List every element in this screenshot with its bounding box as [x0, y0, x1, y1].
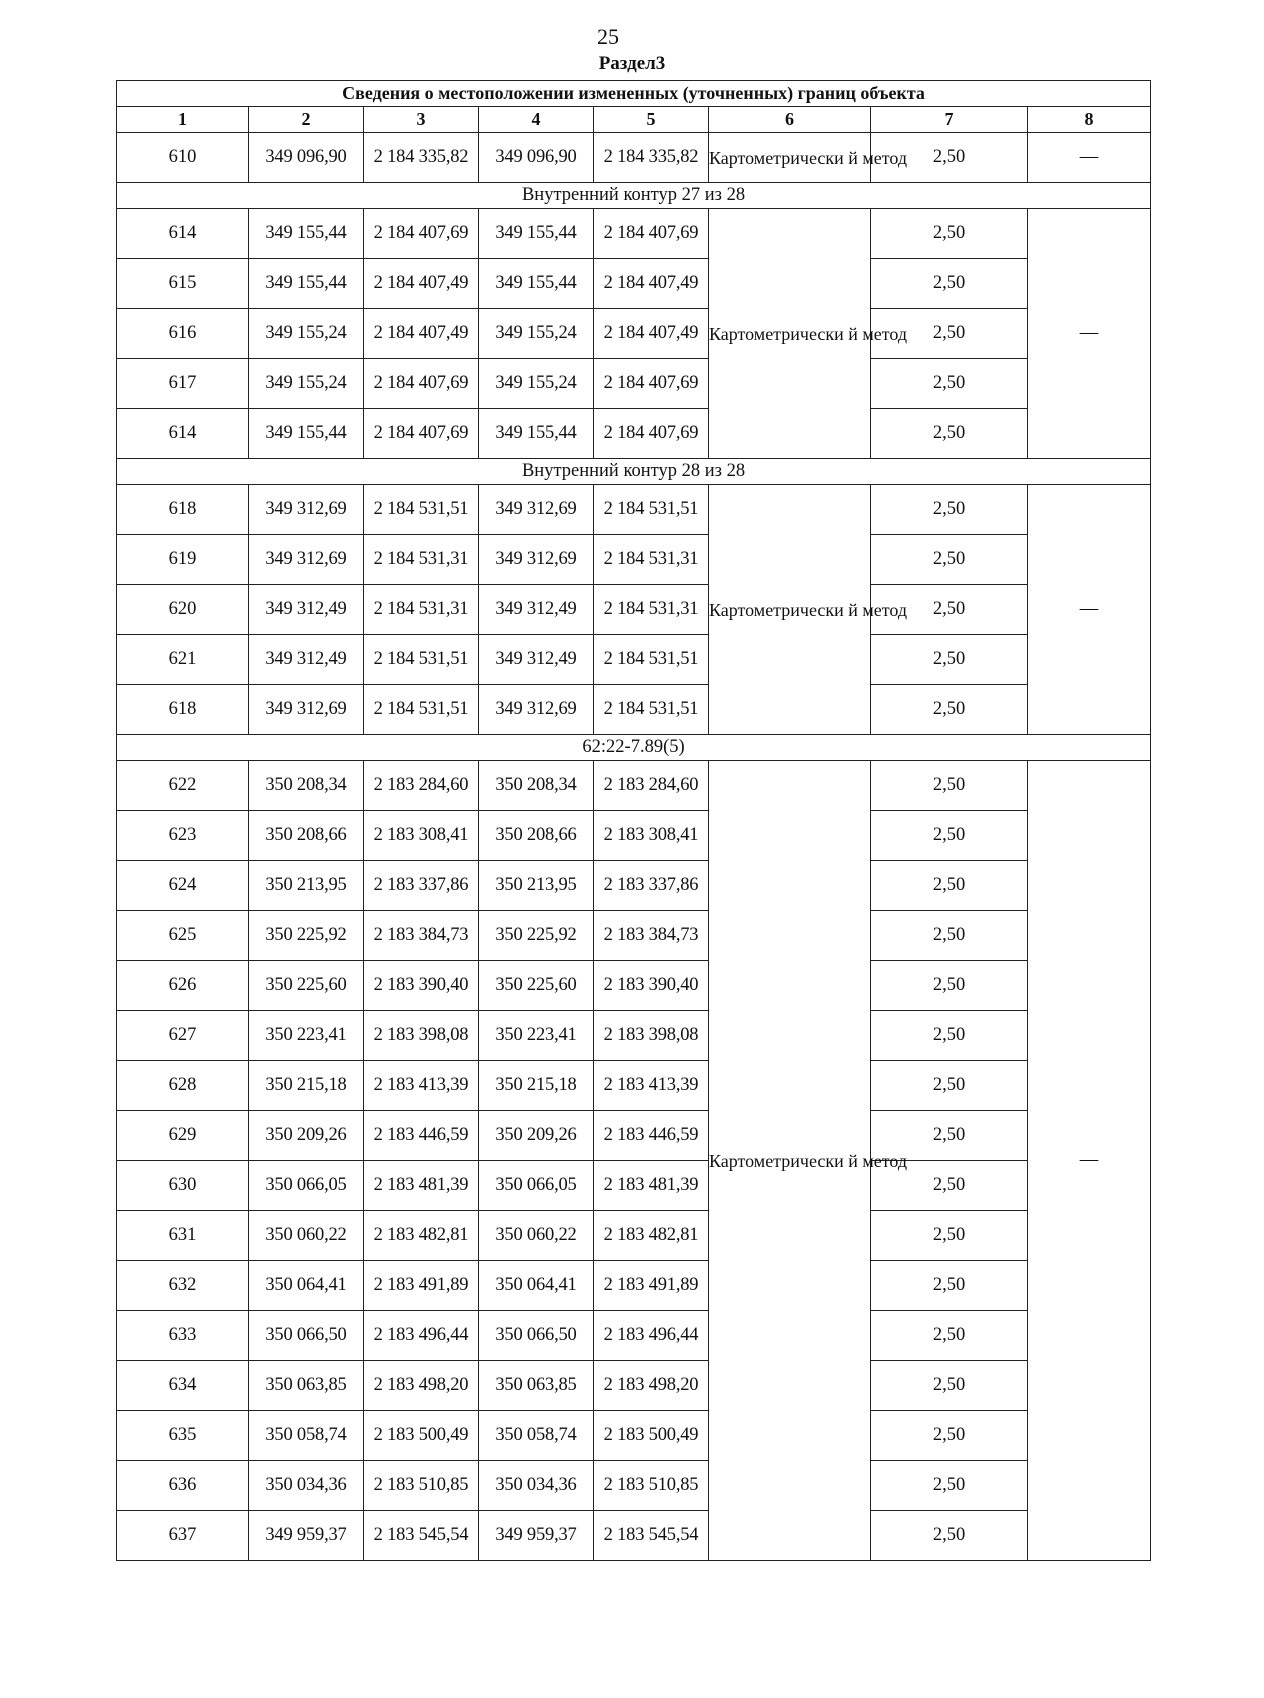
coord-x-cell: 349 959,37 [479, 1511, 594, 1561]
table-row [117, 1461, 1151, 1511]
accuracy-cell: 2,50 [871, 911, 1028, 961]
coord-y-cell: 2 183 413,39 [364, 1061, 479, 1111]
coord-x-cell: 350 208,34 [249, 761, 364, 811]
point-number-cell: 617 [117, 359, 249, 409]
table-row [117, 1511, 1151, 1561]
accuracy-cell: 2,50 [871, 259, 1028, 309]
point-number-cell: 616 [117, 309, 249, 359]
accuracy-cell: 2,50 [871, 1161, 1028, 1211]
point-number-cell: 628 [117, 1061, 249, 1111]
coord-x-cell: 349 155,44 [479, 209, 594, 259]
table-row [117, 761, 1151, 811]
coord-x-cell: 350 034,36 [479, 1461, 594, 1511]
table-row [117, 133, 1151, 183]
point-number-cell: 634 [117, 1361, 249, 1411]
point-number-cell: 618 [117, 485, 249, 535]
accuracy-cell: 2,50 [871, 585, 1028, 635]
point-number-cell: 614 [117, 409, 249, 459]
coord-x-cell: 349 312,69 [249, 535, 364, 585]
coord-y-cell: 2 184 407,69 [364, 359, 479, 409]
table-body [117, 133, 1151, 1561]
coord-y-cell: 2 183 498,20 [364, 1361, 479, 1411]
point-number-cell: 635 [117, 1411, 249, 1461]
point-number-cell: 615 [117, 259, 249, 309]
coord-y-cell: 2 183 284,60 [594, 761, 709, 811]
point-number-cell: 620 [117, 585, 249, 635]
column-number: 4 [479, 107, 594, 133]
coord-y-cell: 2 184 531,51 [364, 635, 479, 685]
point-number-cell: 626 [117, 961, 249, 1011]
coord-y-cell: 2 183 384,73 [364, 911, 479, 961]
column-number: 3 [364, 107, 479, 133]
coord-y-cell: 2 183 491,89 [594, 1261, 709, 1311]
accuracy-cell: 2,50 [871, 209, 1028, 259]
coord-y-cell: 2 184 335,82 [364, 133, 479, 183]
point-number-cell: 610 [117, 133, 249, 183]
coord-x-cell: 349 312,49 [479, 585, 594, 635]
coord-y-cell: 2 183 500,49 [364, 1411, 479, 1461]
coord-x-cell: 349 312,49 [249, 635, 364, 685]
table-row [117, 911, 1151, 961]
coord-y-cell: 2 183 498,20 [594, 1361, 709, 1411]
table-row [117, 635, 1151, 685]
coord-y-cell: 2 183 384,73 [594, 911, 709, 961]
coord-x-cell: 350 066,05 [479, 1161, 594, 1211]
coord-y-cell: 2 183 500,49 [594, 1411, 709, 1461]
coord-x-cell: 350 223,41 [249, 1011, 364, 1061]
coord-y-cell: 2 184 407,69 [594, 409, 709, 459]
coord-x-cell: 350 213,95 [249, 861, 364, 911]
coord-x-cell: 349 312,69 [249, 485, 364, 535]
coord-x-cell: 350 058,74 [479, 1411, 594, 1461]
coord-x-cell: 350 209,26 [249, 1111, 364, 1161]
point-number-cell: 636 [117, 1461, 249, 1511]
table-row [117, 259, 1151, 309]
accuracy-cell: 2,50 [871, 1361, 1028, 1411]
coord-y-cell: 2 184 335,82 [594, 133, 709, 183]
coord-x-cell: 349 155,44 [249, 259, 364, 309]
point-number-cell: 625 [117, 911, 249, 961]
accuracy-cell: 2,50 [871, 133, 1028, 183]
point-number-cell: 621 [117, 635, 249, 685]
coord-y-cell: 2 184 531,51 [594, 485, 709, 535]
coord-y-cell: 2 184 407,69 [594, 209, 709, 259]
table-row [117, 1411, 1151, 1461]
accuracy-cell: 2,50 [871, 1211, 1028, 1261]
contour-header-row [117, 459, 1151, 485]
method-cell: Картометрически й метод [709, 761, 871, 1561]
accuracy-cell: 2,50 [871, 1011, 1028, 1061]
column-number: 1 [117, 107, 249, 133]
point-number-cell: 623 [117, 811, 249, 861]
table-row [117, 1011, 1151, 1061]
table-row [117, 861, 1151, 911]
column-number-row [117, 107, 1151, 133]
table-row [117, 685, 1151, 735]
accuracy-cell: 2,50 [871, 685, 1028, 735]
accuracy-cell: 2,50 [871, 1061, 1028, 1111]
coord-x-cell: 349 312,49 [249, 585, 364, 635]
table-row [117, 1311, 1151, 1361]
table-row [117, 359, 1151, 409]
coord-y-cell: 2 184 407,69 [364, 209, 479, 259]
table-row [117, 309, 1151, 359]
coord-x-cell: 350 215,18 [479, 1061, 594, 1111]
table-row [117, 209, 1151, 259]
coord-y-cell: 2 183 390,40 [594, 961, 709, 1011]
coord-y-cell: 2 183 308,41 [364, 811, 479, 861]
coord-x-cell: 349 312,69 [479, 485, 594, 535]
accuracy-cell: 2,50 [871, 535, 1028, 585]
coord-y-cell: 2 183 398,08 [364, 1011, 479, 1061]
method-cell: Картометрически й метод [709, 133, 871, 183]
table-title: Сведения о местоположении измененных (уточненных) границ объекта [117, 81, 1151, 107]
coord-x-cell: 350 064,41 [479, 1261, 594, 1311]
coord-y-cell: 2 183 510,85 [364, 1461, 479, 1511]
table-row [117, 1061, 1151, 1111]
table-row [117, 1111, 1151, 1161]
coord-y-cell: 2 184 531,31 [594, 585, 709, 635]
coordinates-table [116, 80, 1151, 1561]
point-number-cell: 619 [117, 535, 249, 585]
point-number-cell: 629 [117, 1111, 249, 1161]
contour-label: Внутренний контур 28 из 28 [117, 459, 1151, 485]
coord-y-cell: 2 183 446,59 [364, 1111, 479, 1161]
coord-x-cell: 349 312,69 [479, 685, 594, 735]
coord-x-cell: 349 155,44 [249, 209, 364, 259]
coord-y-cell: 2 184 531,51 [364, 685, 479, 735]
coord-x-cell: 350 060,22 [249, 1211, 364, 1261]
coord-y-cell: 2 183 308,41 [594, 811, 709, 861]
coord-x-cell: 350 215,18 [249, 1061, 364, 1111]
column-8-cell: — [1028, 133, 1151, 183]
coord-x-cell: 349 312,69 [479, 535, 594, 585]
page-number: 25 [597, 24, 619, 49]
method-cell: Картометрически й метод [709, 209, 871, 459]
coord-x-cell: 349 155,24 [249, 359, 364, 409]
table-row [117, 1211, 1151, 1261]
coord-y-cell: 2 184 531,31 [594, 535, 709, 585]
method-cell: Картометрически й метод [709, 485, 871, 735]
coord-y-cell: 2 184 531,51 [364, 485, 479, 535]
coord-y-cell: 2 183 413,39 [594, 1061, 709, 1111]
coord-x-cell: 350 225,60 [479, 961, 594, 1011]
table-row [117, 1161, 1151, 1211]
column-8-cell: — [1028, 209, 1151, 459]
coord-x-cell: 349 155,44 [249, 409, 364, 459]
coord-y-cell: 2 184 407,69 [594, 359, 709, 409]
point-number-cell: 614 [117, 209, 249, 259]
coord-x-cell: 350 063,85 [249, 1361, 364, 1411]
point-number-cell: 622 [117, 761, 249, 811]
coord-x-cell: 350 208,34 [479, 761, 594, 811]
coord-y-cell: 2 184 407,49 [364, 259, 479, 309]
contour-header-row [117, 735, 1151, 761]
coord-x-cell: 349 312,69 [249, 685, 364, 735]
column-8-cell: — [1028, 485, 1151, 735]
coord-x-cell: 349 096,90 [479, 133, 594, 183]
contour-header-row [117, 183, 1151, 209]
accuracy-cell: 2,50 [871, 861, 1028, 911]
coord-x-cell: 350 064,41 [249, 1261, 364, 1311]
coord-y-cell: 2 183 284,60 [364, 761, 479, 811]
coord-x-cell: 350 066,50 [249, 1311, 364, 1361]
coord-x-cell: 349 155,24 [249, 309, 364, 359]
coord-x-cell: 350 066,50 [479, 1311, 594, 1361]
accuracy-cell: 2,50 [871, 635, 1028, 685]
coord-x-cell: 350 225,92 [249, 911, 364, 961]
table-row [117, 1361, 1151, 1411]
point-number-cell: 618 [117, 685, 249, 735]
coord-x-cell: 350 058,74 [249, 1411, 364, 1461]
coord-y-cell: 2 183 390,40 [364, 961, 479, 1011]
table-row [117, 1261, 1151, 1311]
coord-y-cell: 2 184 531,51 [594, 685, 709, 735]
contour-label: 62:22-7.89(5) [117, 735, 1151, 761]
coord-y-cell: 2 183 482,81 [364, 1211, 479, 1261]
coord-y-cell: 2 183 496,44 [364, 1311, 479, 1361]
coord-x-cell: 350 225,92 [479, 911, 594, 961]
coord-y-cell: 2 183 398,08 [594, 1011, 709, 1061]
coord-x-cell: 349 096,90 [249, 133, 364, 183]
coord-y-cell: 2 183 446,59 [594, 1111, 709, 1161]
column-number: 2 [249, 107, 364, 133]
point-number-cell: 624 [117, 861, 249, 911]
coord-y-cell: 2 184 407,69 [364, 409, 479, 459]
table-row [117, 811, 1151, 861]
coord-y-cell: 2 184 407,49 [594, 259, 709, 309]
point-number-cell: 631 [117, 1211, 249, 1261]
coord-x-cell: 349 155,24 [479, 359, 594, 409]
coord-x-cell: 349 155,44 [479, 409, 594, 459]
point-number-cell: 633 [117, 1311, 249, 1361]
coord-y-cell: 2 184 407,49 [364, 309, 479, 359]
point-number-cell: 630 [117, 1161, 249, 1211]
coord-x-cell: 349 312,49 [479, 635, 594, 685]
coord-y-cell: 2 183 482,81 [594, 1211, 709, 1261]
table-row [117, 535, 1151, 585]
table-row [117, 961, 1151, 1011]
accuracy-cell: 2,50 [871, 1311, 1028, 1361]
accuracy-cell: 2,50 [871, 1411, 1028, 1461]
coord-y-cell: 2 183 337,86 [594, 861, 709, 911]
point-number-cell: 632 [117, 1261, 249, 1311]
coord-y-cell: 2 183 481,39 [594, 1161, 709, 1211]
coord-x-cell: 350 060,22 [479, 1211, 594, 1261]
contour-label: Внутренний контур 27 из 28 [117, 183, 1151, 209]
coord-x-cell: 350 063,85 [479, 1361, 594, 1411]
accuracy-cell: 2,50 [871, 409, 1028, 459]
table-row [117, 409, 1151, 459]
accuracy-cell: 2,50 [871, 1461, 1028, 1511]
coord-y-cell: 2 183 337,86 [364, 861, 479, 911]
coord-y-cell: 2 183 545,54 [364, 1511, 479, 1561]
column-number: 8 [1028, 107, 1151, 133]
coord-y-cell: 2 184 407,49 [594, 309, 709, 359]
accuracy-cell: 2,50 [871, 359, 1028, 409]
coord-x-cell: 350 223,41 [479, 1011, 594, 1061]
coord-x-cell: 350 208,66 [249, 811, 364, 861]
coord-x-cell: 349 155,44 [479, 259, 594, 309]
coord-y-cell: 2 184 531,31 [364, 535, 479, 585]
coord-x-cell: 350 213,95 [479, 861, 594, 911]
table-row [117, 485, 1151, 535]
coord-x-cell: 350 066,05 [249, 1161, 364, 1211]
table-row [117, 585, 1151, 635]
accuracy-cell: 2,50 [871, 811, 1028, 861]
coord-x-cell: 349 959,37 [249, 1511, 364, 1561]
accuracy-cell: 2,50 [871, 485, 1028, 535]
accuracy-cell: 2,50 [871, 761, 1028, 811]
coord-y-cell: 2 183 496,44 [594, 1311, 709, 1361]
coord-x-cell: 349 155,24 [479, 309, 594, 359]
coord-y-cell: 2 183 491,89 [364, 1261, 479, 1311]
column-number: 6 [709, 107, 871, 133]
accuracy-cell: 2,50 [871, 1261, 1028, 1311]
coord-y-cell: 2 183 510,85 [594, 1461, 709, 1511]
coord-x-cell: 350 034,36 [249, 1461, 364, 1511]
accuracy-cell: 2,50 [871, 961, 1028, 1011]
point-number-cell: 637 [117, 1511, 249, 1561]
section-title: Раздел3 [598, 53, 666, 74]
column-number: 5 [594, 107, 709, 133]
coord-y-cell: 2 183 481,39 [364, 1161, 479, 1211]
coord-x-cell: 350 208,66 [479, 811, 594, 861]
column-number: 7 [871, 107, 1028, 133]
accuracy-cell: 2,50 [871, 309, 1028, 359]
point-number-cell: 627 [117, 1011, 249, 1061]
accuracy-cell: 2,50 [871, 1511, 1028, 1561]
coord-x-cell: 350 209,26 [479, 1111, 594, 1161]
coord-y-cell: 2 183 545,54 [594, 1511, 709, 1561]
coord-y-cell: 2 184 531,31 [364, 585, 479, 635]
column-8-cell: — [1028, 761, 1151, 1561]
coord-y-cell: 2 184 531,51 [594, 635, 709, 685]
coord-x-cell: 350 225,60 [249, 961, 364, 1011]
accuracy-cell: 2,50 [871, 1111, 1028, 1161]
